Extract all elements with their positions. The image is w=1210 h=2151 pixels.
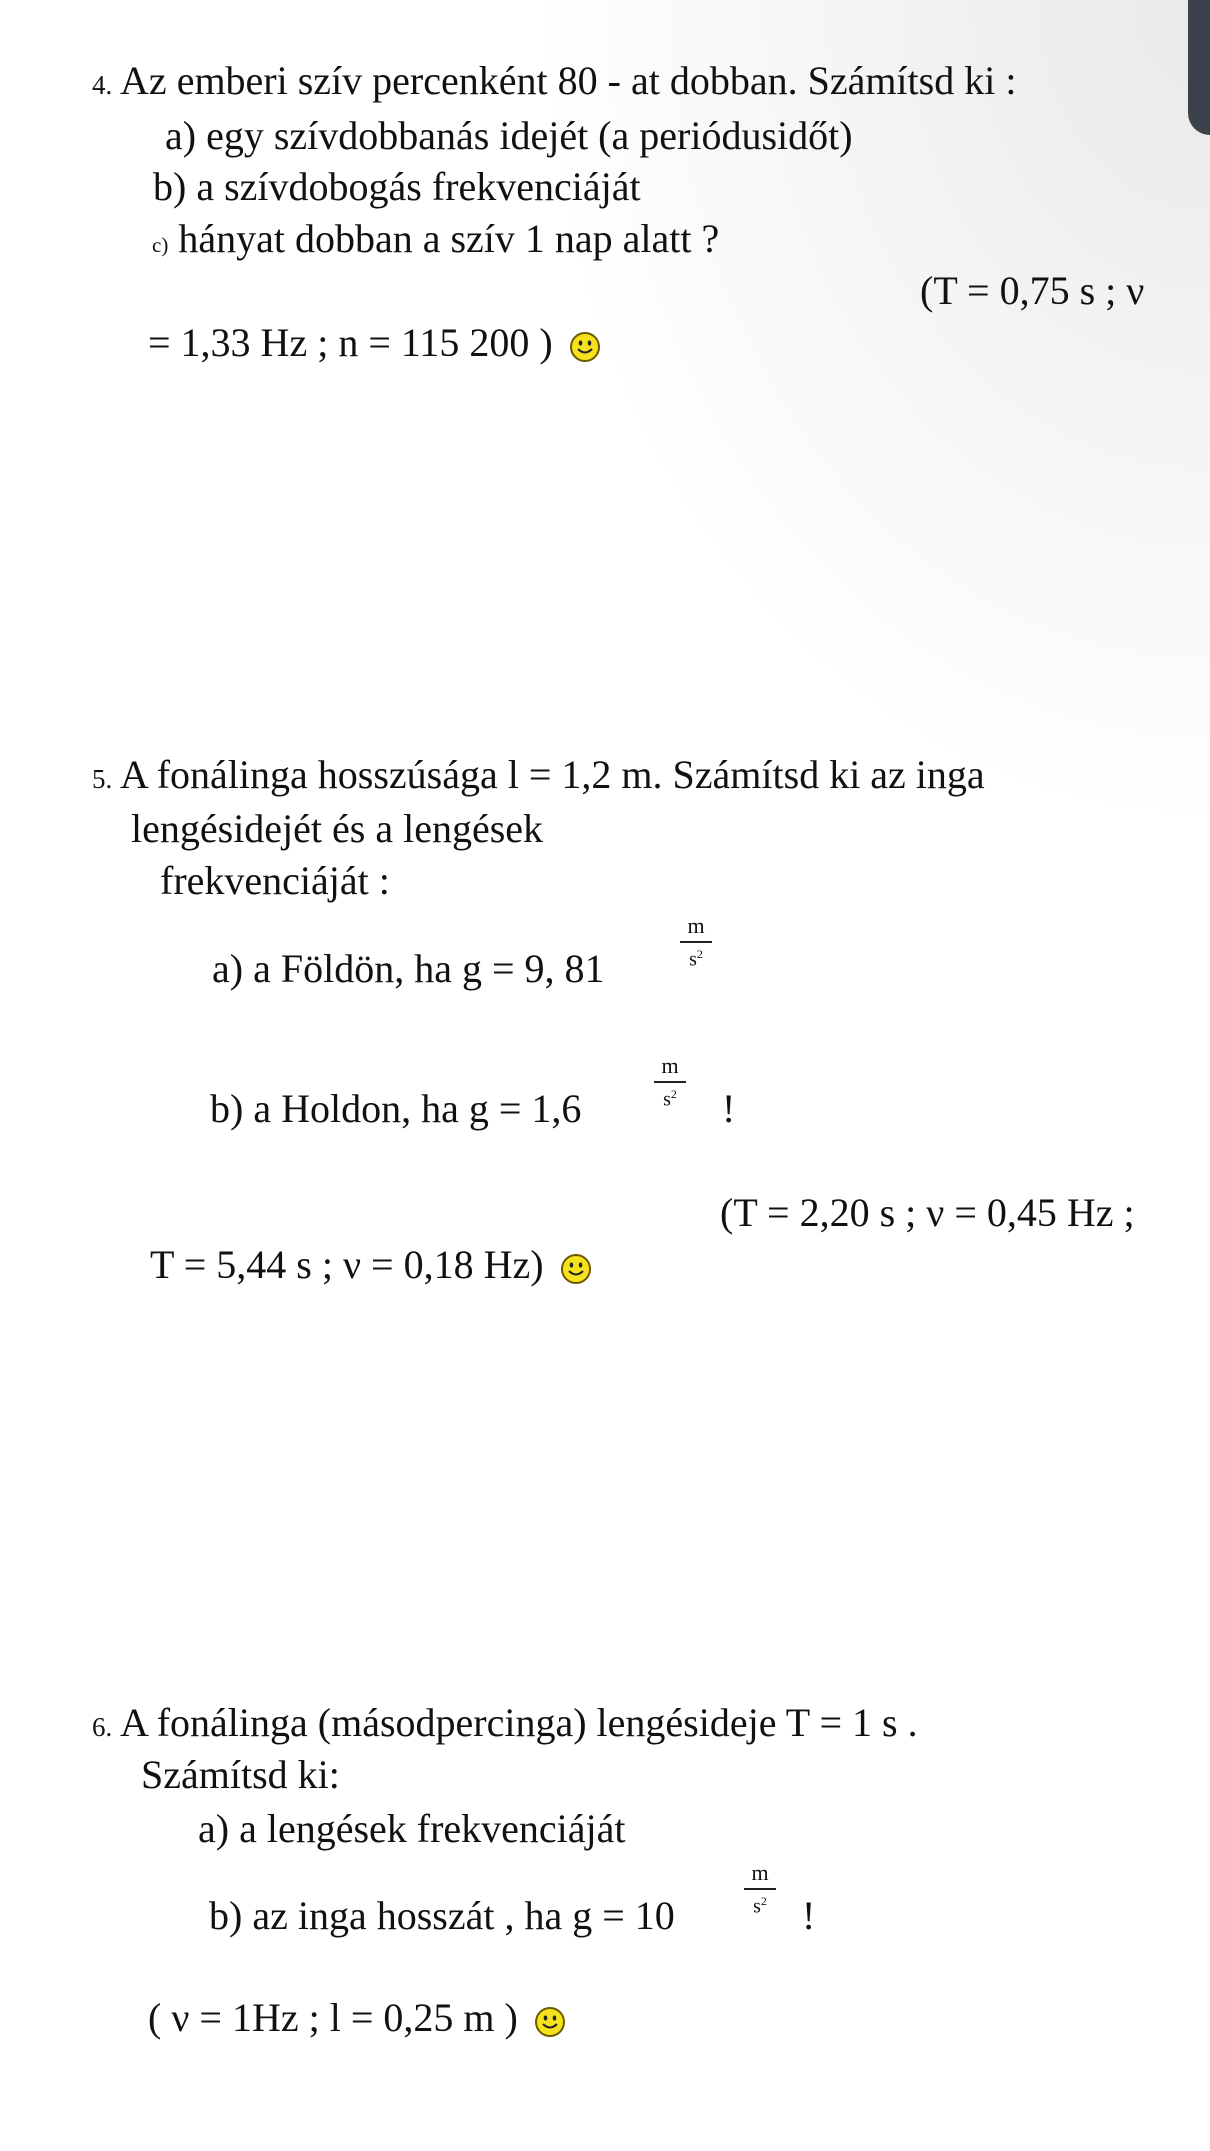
window-edge [1188, 0, 1210, 135]
problem-4-c-text: hányat dobban a szív 1 nap alatt ? [178, 216, 720, 261]
problem-4-intro [92, 58, 1016, 108]
problem-6-answer [148, 1995, 566, 2041]
problem-6-answer-text: ( ν = 1Hz ; l = 0,25 m ) [148, 1995, 518, 2040]
problem-6-intro-line-2: Számítsd ki: [141, 1752, 340, 1797]
unit-denominator [663, 1083, 677, 1111]
unit-denominator [753, 1890, 767, 1918]
unit-denominator [689, 943, 703, 971]
problem-6-a: a) a lengések frekvenciáját [198, 1806, 626, 1851]
problem-5-answer-line-1: (T = 2,20 s ; ν = 0,45 Hz ; [720, 1190, 1135, 1235]
unit-fraction-m-per-s2 [680, 913, 712, 971]
unit-fraction-m-per-s2 [654, 1053, 686, 1111]
problem-6-number: 6. [92, 1712, 113, 1742]
problem-5-answer-text: T = 5,44 s ; ν = 0,18 Hz) [150, 1242, 544, 1287]
problem-4-intro-text: Az emberi szív percenként 80 - at dobban. Számítsd ki : [120, 58, 1017, 103]
problem-5-intro-line-1 [92, 752, 985, 802]
problem-5-intro-text: A fonálinga hosszúsága l = 1,2 m. Számítsd ki az inga [120, 752, 985, 797]
smiley-icon [534, 2006, 566, 2038]
problem-4-c [152, 216, 719, 268]
unit-den-letter: s [689, 948, 697, 971]
problem-4-answer-line-1: (T = 0,75 s ; ν [920, 268, 1145, 313]
unit-numerator: m [751, 1860, 769, 1885]
unit-exponent: 2 [696, 947, 703, 961]
problem-4-number: 4. [92, 70, 113, 100]
unit-den-letter: s [663, 1088, 671, 1111]
problem-5-b-exclamation: ! [722, 1086, 736, 1131]
unit-den-letter: s [753, 1895, 761, 1918]
problem-5-intro-line-2: lengésidejét és a lengések [131, 806, 544, 851]
unit-numerator: m [661, 1053, 679, 1078]
problem-4-c-label: c) [152, 233, 169, 257]
problem-5-answer-line-2 [150, 1242, 592, 1288]
problem-4-answer-line-2 [148, 320, 601, 366]
problem-5-b: b) a Holdon, ha g = 1,6 [210, 1086, 582, 1131]
problem-6-b: b) az inga hosszát , ha g = 10 [209, 1893, 675, 1938]
problem-4-b: b) a szívdobogás frekvenciáját [153, 164, 641, 209]
unit-exponent: 2 [760, 1894, 767, 1908]
problem-5-a: a) a Földön, ha g = 9, 81 [212, 946, 605, 991]
problem-4-answer-text: = 1,33 Hz ; n = 115 200 ) [148, 320, 553, 365]
problem-5-number: 5. [92, 764, 113, 794]
problem-6-intro-text: A fonálinga (másodpercinga) lengésideje T = 1 s . [120, 1700, 918, 1745]
smiley-icon [560, 1253, 592, 1285]
problem-4-a: a) egy szívdobbanás idejét (a periódusidőt) [165, 113, 853, 158]
problem-6-b-exclamation: ! [802, 1893, 816, 1938]
problem-5-intro-line-3: frekvenciáját : [160, 858, 390, 903]
unit-fraction-m-per-s2 [744, 1860, 776, 1918]
problem-6-intro-line-1 [92, 1700, 918, 1750]
unit-numerator: m [687, 913, 705, 938]
smiley-icon [569, 331, 601, 363]
unit-exponent: 2 [670, 1087, 677, 1101]
